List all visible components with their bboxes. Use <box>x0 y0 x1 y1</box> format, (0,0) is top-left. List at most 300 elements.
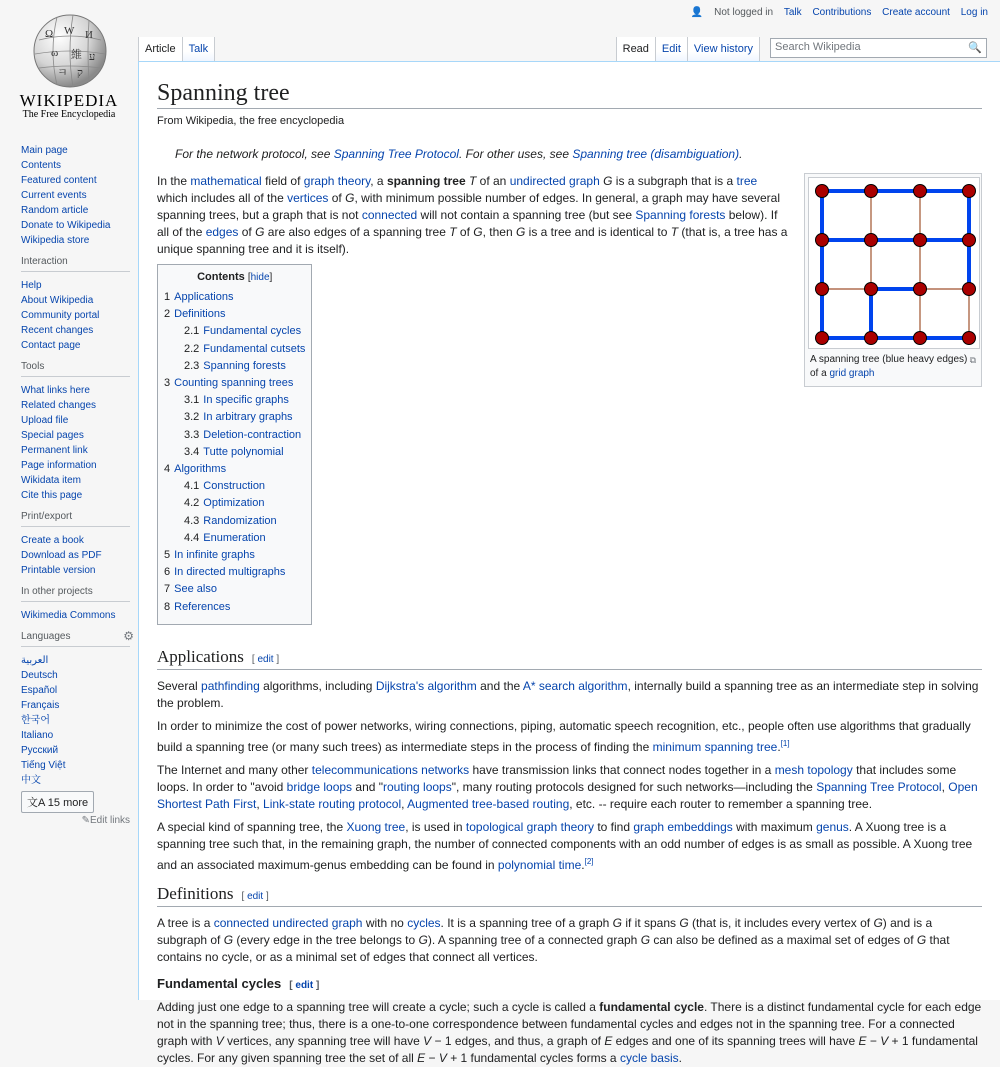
sidebar-print-item[interactable]: Download as PDF <box>21 550 102 561</box>
hatnote-link-disambig[interactable]: Spanning tree (disambiguation) <box>572 147 740 161</box>
toc-item[interactable] <box>164 289 305 306</box>
text: is a tree and is identical to <box>525 225 671 239</box>
personal-tools <box>675 7 988 18</box>
talk-link[interactable]: Talk <box>783 7 802 18</box>
namespace-tabs <box>138 37 215 61</box>
toc-number: 8 <box>164 600 171 613</box>
graph-vertex <box>963 185 976 198</box>
inline-link[interactable]: undirected graph <box>509 174 600 188</box>
toc-item[interactable] <box>164 547 305 564</box>
toc-link[interactable]: Counting spanning trees <box>174 377 294 390</box>
math-variable: T <box>449 225 457 239</box>
text: can also be defined as a maximal set of edges of <box>650 932 917 947</box>
inline-link[interactable]: A* search algorithm <box>522 678 628 693</box>
sidebar-tools-item[interactable]: What links here <box>21 385 90 396</box>
toc-number: 2.3 <box>184 359 200 372</box>
inline-link[interactable]: genus <box>816 819 849 834</box>
text: ). A spanning tree of a connected graph <box>427 932 641 947</box>
gear-icon[interactable]: ⚙ <box>123 629 134 643</box>
text: ", many routing protocols designed for such networks—including the <box>451 779 817 794</box>
create-account-link[interactable]: Create account <box>882 7 950 18</box>
edit-section-link[interactable]: [ edit ] <box>251 653 280 665</box>
sidebar-projects-item[interactable]: Wikimedia Commons <box>21 610 116 621</box>
inline-link[interactable]: tree <box>736 174 758 188</box>
toc-item[interactable] <box>164 581 305 598</box>
math-variable: G <box>603 174 613 188</box>
toc-link[interactable]: Enumeration <box>203 531 266 544</box>
sidebar-nav-list-item <box>21 173 130 188</box>
inline-link[interactable]: connected <box>361 208 418 222</box>
toc-link[interactable]: Fundamental cycles <box>203 325 302 338</box>
reference-link[interactable]: [2] <box>584 856 594 866</box>
toc-number: 5 <box>164 549 171 562</box>
section-heading-fundamental-cycles <box>157 976 982 991</box>
svg-text:W: W <box>64 25 75 37</box>
toc-number: 4.3 <box>184 514 200 527</box>
toc-item[interactable] <box>164 599 305 616</box>
edit-section-label[interactable]: edit <box>247 890 264 902</box>
sidebar-nav-list-item <box>21 188 130 203</box>
tab-read[interactable]: Read <box>616 37 655 61</box>
sidebar-language-list-item <box>21 758 130 773</box>
toc-link[interactable]: In specific graphs <box>203 394 289 407</box>
toc-number: 2.2 <box>184 342 200 355</box>
inline-link[interactable]: edges <box>205 225 239 239</box>
sidebar-interaction-list-item <box>21 338 130 353</box>
toc-number: 3.2 <box>184 411 200 424</box>
text: with no <box>362 915 408 930</box>
math-variable: G <box>612 915 622 930</box>
sidebar-language-list-item <box>21 713 130 728</box>
section-heading-definitions <box>157 884 982 907</box>
text: have transmission links that connect nodes together in a <box>469 762 775 777</box>
sidebar-nav-item[interactable]: Main page <box>21 145 68 156</box>
sidebar-interaction-item[interactable]: Recent changes <box>21 325 94 336</box>
toc-number: 1 <box>164 291 171 303</box>
text: ) and is a subgraph of <box>157 915 933 947</box>
text: if it spans <box>621 915 680 930</box>
text: are also edges of a spanning tree <box>264 225 450 239</box>
text: , <box>256 796 264 811</box>
sidebar-tools-list-item <box>21 428 130 443</box>
sidebar-tools-item[interactable]: Upload file <box>21 415 69 426</box>
toc-item[interactable] <box>164 392 305 409</box>
text: of <box>328 191 346 205</box>
sidebar-nav-list-item <box>21 233 130 248</box>
text: field of <box>261 174 304 188</box>
text: , etc. -- require each router to remember a spanning tree. <box>569 796 873 811</box>
inline-link[interactable]: pathfinding <box>201 678 260 693</box>
toc-item[interactable] <box>164 444 305 461</box>
sidebar-tools-item[interactable]: Page information <box>21 460 97 471</box>
inline-link[interactable]: cycles <box>407 915 441 930</box>
reference-link[interactable]: [1] <box>780 738 790 748</box>
toc-link[interactable]: See also <box>174 583 217 596</box>
toc-link[interactable]: References <box>174 600 231 613</box>
math-variable: V <box>423 1033 432 1048</box>
search-placeholder: Search Wikipedia <box>775 41 861 53</box>
graph-vertex <box>816 234 829 247</box>
toc-item[interactable] <box>164 564 305 581</box>
text: which includes all of the <box>157 191 288 205</box>
figure-thumbnail <box>804 173 982 387</box>
site-subtitle: From Wikipedia, the free encyclopedia <box>157 115 345 127</box>
text: Adding just one edge to a spanning tree will create a cycle; such a cycle is called a <box>157 999 600 1014</box>
section-heading-applications <box>157 647 982 670</box>
text: A tree is a <box>157 915 214 930</box>
toc-item[interactable] <box>164 375 305 392</box>
sidebar-language-item[interactable]: Español <box>21 685 58 696</box>
sidebar-tools-list-item <box>21 413 130 428</box>
toc-number: 3 <box>164 377 171 390</box>
user-icon: 👤 <box>690 7 704 18</box>
sidebar-interaction-item[interactable]: Help <box>21 280 42 291</box>
toc-item[interactable] <box>164 427 305 444</box>
tab-talk[interactable]: Talk <box>182 37 216 61</box>
more-languages-button[interactable] <box>21 791 94 813</box>
sidebar-print-list-item <box>21 563 130 578</box>
sidebar-projects <box>0 586 138 623</box>
text: , internally build a spanning tree as an intermediate step in solving the problem. <box>157 678 979 710</box>
sidebar-heading-projects: In other projects <box>21 586 130 602</box>
text: will not contain a spanning tree (but see <box>417 208 636 222</box>
caption-link-grid-graph[interactable]: grid graph <box>829 368 875 379</box>
math-variable: G <box>255 225 265 239</box>
math-variable: G <box>515 225 526 239</box>
math-variable: V <box>880 1033 889 1048</box>
svg-text:Ω: Ω <box>45 28 54 40</box>
languages-heading-label: Languages <box>21 631 71 642</box>
text: − <box>866 1033 881 1048</box>
section-title: Applications <box>157 646 244 666</box>
text: . <box>678 1050 682 1065</box>
sidebar-interaction-item[interactable]: Contact page <box>21 340 81 351</box>
sidebar-language-item[interactable]: العربية <box>21 655 49 666</box>
text: + 1 fundamental cycles forms a <box>446 1050 620 1065</box>
graph-vertex <box>914 332 927 345</box>
search-icon[interactable]: 🔍 <box>968 42 982 54</box>
text: − <box>425 1050 439 1065</box>
inline-link[interactable]: Dijkstra's algorithm <box>375 678 477 693</box>
text: (that is, it includes every vertex of <box>688 915 874 930</box>
svg-text:И: И <box>85 29 93 41</box>
math-variable: G <box>873 915 883 930</box>
tab-edit[interactable]: Edit <box>655 37 687 61</box>
text: of an <box>476 174 510 188</box>
sidebar-nav-item[interactable]: Random article <box>21 205 89 216</box>
translate-icon: 文A <box>27 797 48 809</box>
toc-link[interactable]: Applications <box>174 291 234 303</box>
hatnote <box>157 147 982 161</box>
text: , with minimum possible number of edges. In general, a graph may have several spanning trees, but a graph that is not <box>157 191 781 222</box>
sidebar-nav-item[interactable]: Current events <box>21 190 87 201</box>
text: . A Xuong tree is a spanning tree such that, in the remaining graph, the number of connected components with an odd number of edges is as small as possible. A Xuong tree and an associated maximum-genus embedding can be found in <box>157 819 973 872</box>
sidebar-interaction-list-item <box>21 278 130 293</box>
section-title: Fundamental cycles <box>157 975 282 991</box>
graph-vertex <box>865 185 878 198</box>
figure-caption <box>808 349 978 383</box>
text: to find <box>593 819 634 834</box>
sidebar-language-item[interactable]: Italiano <box>21 730 54 741</box>
toc-hide-label[interactable]: hide <box>250 272 270 283</box>
contributions-link[interactable]: Contributions <box>812 7 872 18</box>
text: In order to minimize the cost of power networks, wiring connections, piping, automatic speech recognition, etc., people often use algorithms that gradually build a spanning tree (or many such trees) as intermediate steps in the process of finding the <box>157 718 971 754</box>
sidebar-tools-list-item <box>21 458 130 473</box>
spanning-tree-grid-image[interactable] <box>808 177 980 349</box>
math-variable: V <box>438 1050 447 1065</box>
math-variable: E <box>417 1050 426 1065</box>
graph-vertex <box>914 185 927 198</box>
toc-item[interactable] <box>164 323 305 340</box>
toc-item[interactable] <box>164 530 305 547</box>
sidebar-nav-item[interactable]: Featured content <box>21 175 97 186</box>
inline-link[interactable]: Open Shortest Path First <box>157 779 978 811</box>
graph-vertex <box>865 234 878 247</box>
text: , <box>401 796 408 811</box>
sidebar-nav-list-item <box>21 158 130 173</box>
not-logged-in <box>683 7 773 18</box>
toc-item[interactable] <box>164 495 305 512</box>
text: A special kind of spanning tree, the <box>157 819 347 834</box>
hatnote-text: . For other uses, see <box>458 147 573 161</box>
sidebar-language-item[interactable]: 한국어 <box>21 715 50 726</box>
sidebar-language-list-item <box>21 683 130 698</box>
sidebar-heading-tools: Tools <box>21 361 130 377</box>
sidebar-print-item[interactable]: Printable version <box>21 565 96 576</box>
login-link[interactable]: Log in <box>960 7 988 18</box>
text: . <box>581 857 585 872</box>
sidebar-tools-item[interactable]: Permanent link <box>21 445 88 456</box>
inline-link[interactable]: topological graph theory <box>465 819 594 834</box>
edit-links-label: Edit links <box>89 815 130 826</box>
text: , is used in <box>405 819 466 834</box>
svg-text:ω: ω <box>51 47 59 59</box>
sidebar-heading-interaction: Interaction <box>21 256 130 272</box>
toc-link[interactable]: Algorithms <box>174 463 227 476</box>
sidebar <box>0 138 138 834</box>
sidebar-language-item[interactable]: Français <box>21 700 60 711</box>
inline-link[interactable]: polynomial time <box>497 857 582 872</box>
sidebar-tools-list-item <box>21 383 130 398</box>
toc-number: 7 <box>164 583 171 596</box>
toc-link[interactable]: Construction <box>203 480 266 493</box>
toc-link[interactable]: In directed multigraphs <box>174 566 286 579</box>
logo-tagline: The Free Encyclopedia <box>22 109 116 120</box>
view-tabs <box>616 37 760 61</box>
sidebar-interaction-item[interactable]: Community portal <box>21 310 100 321</box>
text: (that is, a tree has a unique spanning tree and it is itself). <box>157 225 788 256</box>
sidebar-language-item[interactable]: 中文 <box>21 775 41 786</box>
sidebar-tools-list-item <box>21 443 130 458</box>
sidebar-print-item[interactable]: Create a book <box>21 535 84 546</box>
inline-link[interactable]: cycle basis <box>619 1050 679 1065</box>
toc-link[interactable]: Definitions <box>174 308 226 321</box>
math-variable: G <box>640 932 651 947</box>
sidebar-tools-item[interactable]: Related changes <box>21 400 97 411</box>
sidebar-nav-item[interactable]: Donate to Wikipedia <box>21 220 111 231</box>
toc-item[interactable] <box>164 478 305 495</box>
hatnote-text: For the network protocol, see <box>175 147 334 161</box>
toc-number: 3.1 <box>184 394 200 407</box>
inline-link[interactable]: graph embeddings <box>633 819 733 834</box>
inline-link[interactable]: Xuong tree <box>346 819 406 834</box>
toc-number: 4.2 <box>184 497 200 510</box>
toc-item[interactable] <box>164 358 305 375</box>
math-variable: V <box>215 1033 224 1048</box>
sidebar-heading-languages <box>21 629 134 647</box>
text: and the <box>476 678 523 693</box>
svg-text:ק: ק <box>77 67 83 79</box>
inline-link[interactable]: minimum spanning tree <box>652 739 778 754</box>
toc-title-label: Contents <box>197 271 245 283</box>
text: that includes some loops. In order to "avoid <box>157 762 957 794</box>
not-logged-in-label: Not logged in <box>714 7 774 18</box>
math-variable: T <box>670 225 679 239</box>
tab-view-history[interactable]: View history <box>687 37 760 61</box>
sidebar-language-list-item <box>21 743 130 758</box>
inline-link[interactable]: routing loops <box>383 779 452 794</box>
inline-link[interactable]: telecommunications networks <box>311 762 470 777</box>
text: , then <box>482 225 516 239</box>
toc-item[interactable] <box>164 341 305 358</box>
sidebar-tools-list-item <box>21 473 130 488</box>
sidebar-languages <box>0 631 138 826</box>
sidebar-tools <box>0 361 138 503</box>
toc-link[interactable]: In arbitrary graphs <box>203 411 293 424</box>
toc-number: 6 <box>164 566 171 579</box>
inline-link[interactable]: bridge loops <box>286 779 353 794</box>
wikipedia-logo[interactable] <box>0 0 138 130</box>
inline-link[interactable]: Spanning forests <box>635 208 726 222</box>
math-variable: G <box>418 932 428 947</box>
hatnote-link-stp[interactable]: Spanning Tree Protocol <box>333 147 459 161</box>
toc-link[interactable]: Spanning forests <box>203 359 286 372</box>
text: with maximum <box>732 819 817 834</box>
globe-logo-icon <box>31 12 109 90</box>
toc-link[interactable]: Deletion-contraction <box>203 428 302 441</box>
hatnote-text: . <box>739 147 743 161</box>
toc-number: 2.1 <box>184 325 200 338</box>
inline-link[interactable]: graph theory <box>303 174 371 188</box>
sidebar-nav-item[interactable]: Contents <box>21 160 62 171</box>
bold-term: spanning tree <box>386 174 466 188</box>
math-variable: T <box>468 174 477 188</box>
graph-vertex <box>963 332 976 345</box>
toc-hide-toggle[interactable]: [hide] <box>247 272 273 283</box>
toc-link[interactable]: Fundamental cutsets <box>203 342 306 355</box>
graph-vertex <box>816 332 829 345</box>
sidebar-nav-list-item <box>21 203 130 218</box>
sidebar-language-item[interactable]: Русский <box>21 745 59 756</box>
sidebar-interaction-list-item <box>21 323 130 338</box>
inline-link[interactable]: vertices <box>287 191 329 205</box>
inline-link[interactable]: mathematical <box>190 174 262 188</box>
paragraph <box>157 762 982 813</box>
caption-text: A spanning tree (blue heavy edges) of a <box>810 354 968 379</box>
text: of <box>456 225 474 239</box>
toc-number: 2 <box>164 308 171 321</box>
search-input[interactable] <box>770 38 987 58</box>
sidebar-interaction-item[interactable]: About Wikipedia <box>21 295 94 306</box>
text: + 1 fundamental cycles. For any given spanning tree the set of all <box>157 1033 978 1065</box>
sidebar-navigation <box>0 143 138 248</box>
text: below). If all of the <box>157 208 778 239</box>
sidebar-language-list-item <box>21 668 130 683</box>
toc-link[interactable]: In infinite graphs <box>174 549 255 562</box>
text: algorithms, including <box>259 678 376 693</box>
toc-number: 4.1 <box>184 480 200 493</box>
math-variable: E <box>858 1033 867 1048</box>
paragraph <box>157 678 982 712</box>
toc-item[interactable] <box>164 409 305 426</box>
math-variable: G <box>916 932 927 947</box>
sidebar-projects-list-item <box>21 608 130 623</box>
text: , <box>941 779 949 794</box>
text: and " <box>352 779 384 794</box>
edit-section-label[interactable]: edit <box>295 979 314 991</box>
sidebar-nav-item[interactable]: Wikipedia store <box>21 235 90 246</box>
sidebar-tools-item[interactable]: Cite this page <box>21 490 83 501</box>
graph-vertex <box>963 234 976 247</box>
math-variable: E <box>604 1033 613 1048</box>
svg-text:ㅋ: ㅋ <box>57 67 68 79</box>
edit-section-label[interactable]: edit <box>257 653 274 665</box>
sidebar-print-list-item <box>21 548 130 563</box>
toc-item[interactable] <box>164 461 305 478</box>
sidebar-language-list-item <box>21 653 130 668</box>
sidebar-tools-item[interactable]: Special pages <box>21 430 84 441</box>
text: that contains no cycle, or as a minimal set of edges that connect all vertices. <box>157 932 950 964</box>
svg-text:維: 維 <box>71 49 82 61</box>
table-of-contents <box>157 264 312 625</box>
toc-item[interactable] <box>164 513 305 530</box>
toc-link[interactable]: Optimization <box>203 497 265 510</box>
graph-vertex <box>816 185 829 198</box>
sidebar-interaction-list-item <box>21 308 130 323</box>
sidebar-language-item[interactable]: Deutsch <box>21 670 58 681</box>
sidebar-tools-item[interactable]: Wikidata item <box>21 475 82 486</box>
toc-number: 3.4 <box>184 445 200 458</box>
toc-link[interactable]: Tutte polynomial <box>203 445 284 458</box>
text: (every edge in the tree belongs to <box>233 932 419 947</box>
toc-item[interactable] <box>164 306 305 323</box>
inline-link[interactable]: Augmented tree-based routing <box>407 796 570 811</box>
enlarge-icon[interactable]: ⧉ <box>969 355 976 365</box>
sidebar-language-list-item <box>21 698 130 713</box>
edit-links[interactable] <box>21 815 130 826</box>
svg-text:ע: ע <box>89 51 96 63</box>
sidebar-nav-list-item <box>21 218 130 233</box>
inline-link[interactable]: Spanning Tree Protocol <box>816 779 942 794</box>
sidebar-tools-list-item <box>21 488 130 503</box>
toc-number: 4 <box>164 463 171 476</box>
graph-vertex <box>914 234 927 247</box>
paragraph <box>157 999 982 1067</box>
tab-article[interactable]: Article <box>138 37 182 61</box>
sidebar-language-item[interactable]: Tiếng Việt <box>21 760 66 771</box>
sidebar-print <box>0 511 138 578</box>
edit-section-link[interactable]: [ edit ] <box>289 979 320 991</box>
toc-link[interactable]: Randomization <box>203 514 277 527</box>
inline-link[interactable]: mesh topology <box>774 762 853 777</box>
inline-link[interactable]: connected undirected graph <box>213 915 363 930</box>
graph-vertex <box>914 283 927 296</box>
text: . It is a spanning tree of a graph <box>440 915 613 930</box>
inline-link[interactable]: Link-state routing protocol <box>263 796 402 811</box>
sidebar-language-list-item <box>21 773 130 788</box>
edit-section-link[interactable]: [ edit ] <box>241 890 269 902</box>
article-content <box>138 61 1000 1065</box>
